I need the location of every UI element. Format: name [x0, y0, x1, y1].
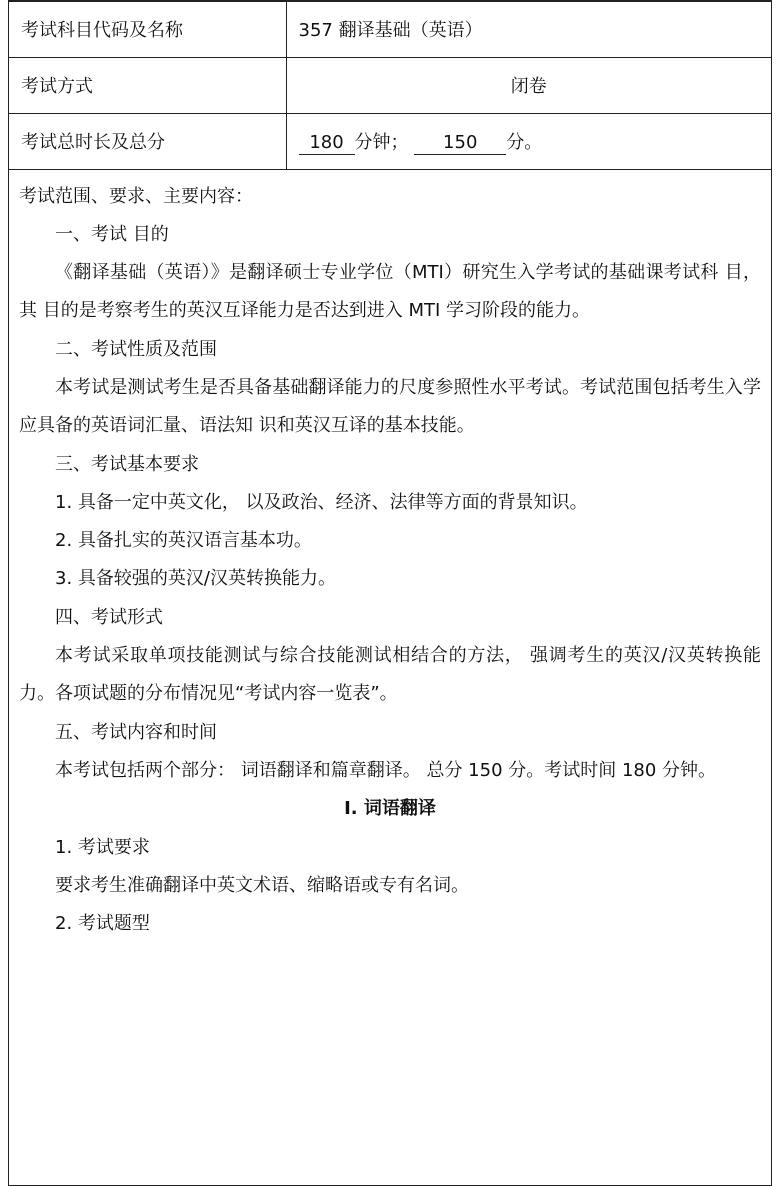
part-item-title: 2. 考试题型	[55, 913, 150, 935]
subject-value: 357 翻译基础（英语）	[286, 1, 771, 57]
duration-unit: 分钟；	[354, 131, 409, 153]
exam-content	[9, 170, 771, 944]
part-item-text: 要求考生准确翻译中英文术语、缩略语或专有名词。	[55, 874, 469, 896]
section-title: 四、考试形式	[55, 606, 163, 628]
exam-document	[8, 0, 772, 1186]
exam-mode-label: 考试方式	[9, 57, 286, 113]
requirement-item: 1. 具备一定中英文化， 以及政治、经济、法律等方面的背景知识。	[55, 491, 588, 513]
table-row	[9, 57, 771, 113]
exam-info-table	[9, 0, 771, 170]
subject-label: 考试科目代码及名称	[9, 1, 286, 57]
duration-score-value	[286, 113, 771, 169]
section-paragraph: 《翻译基础（英语）》是翻译硕士专业学位（MTI）研究生入学考试的基础课考试科 目，其 目的是考察考生的英汉互译能力是否达到进入 MTI 学习阶段的能力。	[19, 262, 761, 322]
table-row	[9, 1, 771, 57]
section-paragraph: 本考试采取单项技能测试与综合技能测试相结合的方法， 强调考生的英汉/汉英转换能力。各项试题的分布情况见“考试内容一览表”。	[19, 645, 761, 705]
section-paragraph: 本考试是测试考生是否具备基础翻译能力的尺度参照性水平考试。考试范围包括考生入学应具备的英语词汇量、语法知 识和英汉互译的基本技能。	[19, 376, 761, 437]
duration-score-label: 考试总时长及总分	[9, 113, 286, 169]
requirement-item: 2. 具备扎实的英汉语言基本功。	[55, 530, 312, 552]
section-title: 二、考试性质及范围	[55, 338, 217, 360]
part-item-title: 1. 考试要求	[55, 836, 150, 858]
exam-mode-value: 闭卷	[286, 57, 771, 113]
table-row	[9, 113, 771, 169]
score-unit: 分。	[506, 131, 543, 153]
content-intro: 考试范围、要求、主要内容：	[19, 185, 253, 207]
score-value: 150	[414, 132, 506, 155]
section-title: 五、考试内容和时间	[55, 721, 217, 743]
duration-value: 180	[299, 132, 355, 155]
part-title: I. 词语翻译	[344, 798, 436, 820]
section-paragraph: 本考试包括两个部分： 词语翻译和篇章翻译。 总分 150 分。考试时间 180 分钟。	[55, 759, 717, 781]
section-title: 一、考试 目的	[55, 223, 169, 245]
section-title: 三、考试基本要求	[55, 453, 199, 475]
requirement-item: 3. 具备较强的英汉/汉英转换能力。	[55, 568, 336, 590]
